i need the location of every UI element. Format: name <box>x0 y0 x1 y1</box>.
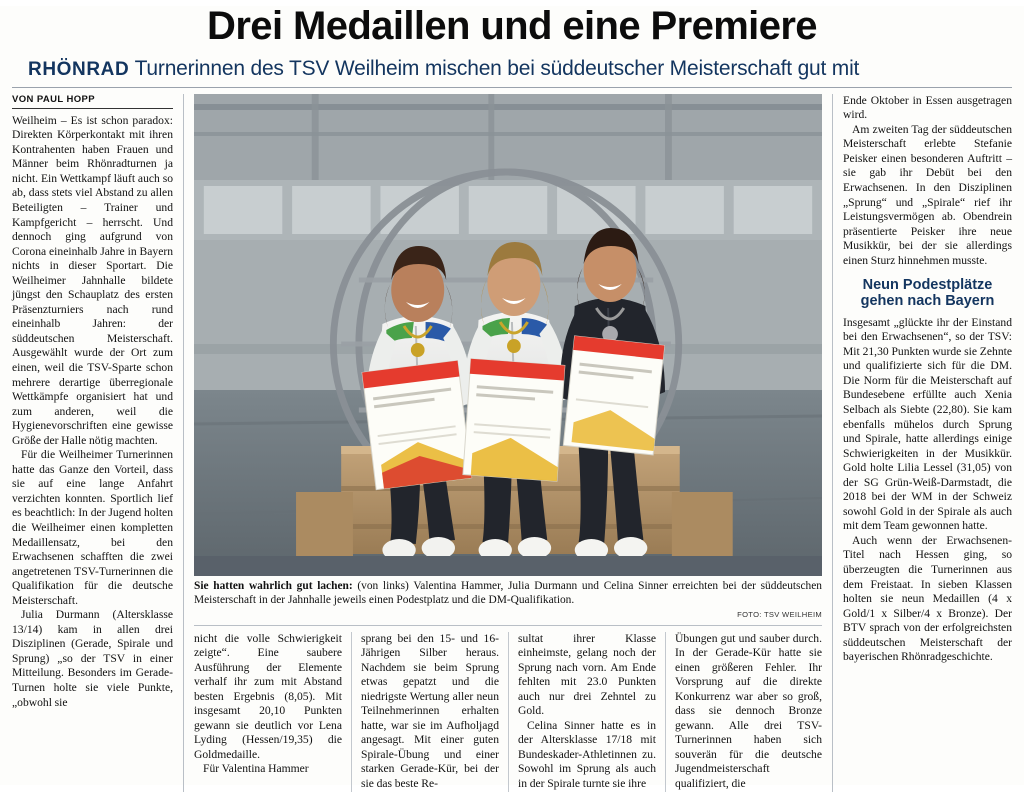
article-photo <box>194 94 822 576</box>
paragraph: Für Valentina Hammer <box>203 762 309 776</box>
paragraph: Übungen gut und sauber durch. In der Gerade-Kür hatte sie einen größeren Fehler. Ihr Vorsprung auf die direkte Konkurrenz war aber so groß, dass sie dennoch Bronze gewann. Alle drei TSV-Turnerinnen haben sich souverän für die deutsche Jugendmeisterschaft qualifiziert, die <box>675 631 822 790</box>
bottom-column-3 <box>508 632 665 792</box>
paragraph: Für die Weilheimer Turnerinnen hatte das Ganze den Vorteil, dass sie auf eine lange Anfahrt verzichten konnten. Sportlich lief es beachtlich: In der Jugend holten die Weilheimer einen kompletten Medaillensatz, bei den Erwachsenen schafften die zwei angetretenen TSV-Turnerinnen die Qualifikation für die deutsche Meisterschaft. <box>12 448 173 607</box>
column-middle <box>184 94 832 792</box>
byline: VON PAUL HOPP <box>12 94 173 109</box>
column-right <box>832 94 1012 792</box>
paragraph: Insgesamt „glückte ihr der Einstand bei den Erwachsenen“, so der TSV: Mit 21,30 Punkten wurde sie Zehnte und qualifizierte sich für die DM. Die Norm für die Meisterschaft auf Bundesebene erfüllte auch Xenia Selbach als Siebte (22,80). Sie kam ebenfalls mühelos durch Sprung und Spirale, hatte allerdings einige Schwierigkeiten in der Musikkür. Gold holte Lilia Lessel (31,05) von der SG Grün-Weiß-Darmstadt, die 2018 bei der WM in der Schweiz sowohl Gold in der Spirale als auch mit dem Team gewonnen hatte. <box>843 315 1012 533</box>
caption-lead: Sie hatten wahrlich gut lachen: <box>194 579 353 592</box>
column-left <box>12 94 184 792</box>
paragraph: nicht die volle Schwierigkeit zeigte“. Eine saubere Ausführung der Elemente verhalf ihr zum mit Abstand besten Ergebnis (8,05). Mit insgesamt 20,10 Punkten gewann sie deutlich vor Lena Lyding (Hessen/19,35) die Goldmedaille. <box>194 631 342 761</box>
paragraph: Julia Durmann (Altersklasse 13/14) kam in allen drei Disziplinen (Gerade, Spirale und Sprung) „so der TSV in einer Mitteilung. Besonders im Gerade-Turnen holte sie viele Punkte, „obwohl sie <box>12 608 173 709</box>
article-body <box>0 88 1024 792</box>
paragraph: sprang bei den 15- und 16-Jährigen Silber heraus. Nachdem sie beim Sprung etwas gepatzt und die niedrigste Wertung aller neun Teilnehmerinnen erhalten hatte, war sie im Aufholjagd angesagt. Mit einer guten Spirale-Übung und einer starken Gerade-Kür, bei der sie das beste Re- <box>361 631 499 790</box>
caption-divider <box>194 625 822 626</box>
page-title: Drei Medaillen und eine Premiere <box>207 4 817 48</box>
kicker-label: RHÖNRAD <box>28 58 130 80</box>
subhead-text: Turnerinnen des TSV Weilheim mischen bei süddeutscher Meisterschaft gut mit <box>134 56 860 80</box>
paragraph: Weilheim – Es ist schon paradox: Direkten Körperkontakt mit ihren Kontrahenten haben Frauen und Männer beim Rhönradturnen ja nicht. Ein Wettkampf läuft auch so ab, dass stets viel Abstand zu allen Beteiligten – Trainer und Kampfgericht – herrscht. Und dennoch ging aufgrund von Corona eineinhalb Jahre in Bayern nichts in dieser Sportart. Die Weilheimer Jahnhalle bildete jüngst den Schauplatz des ersten Präsenzturniers nach rund eineinhalb Jahren: der süddeutschen Meisterschaft. Ausgewählt wurde der Ort zum einen, weil die TSV-Sparte schon mehrere derartige überregionale Wettkämpfe organisiert hat und zum anderen, weil die Hygienevorschriften eine gewisse Größe der Halle nötig machten. <box>12 113 173 447</box>
subhead-row <box>28 57 996 81</box>
section-subheading: Neun Podestplätze gehen nach Bayern <box>860 277 995 310</box>
bottom-column-1 <box>194 632 351 792</box>
paragraph: sultat ihrer Klasse einheimste, gelang noch der Sprung nach vorn. Am Ende fehlten mit 23.0 Punkten auch nur drei Zehntel zu Gold. <box>518 631 656 718</box>
paragraph: Celina Sinner hatte es in der Altersklasse 17/18 mit Bundeskader-Athletinnen zu. Sowohl im Sprung als auch in der Spirale turnte sie ihre <box>518 718 656 790</box>
paragraph: Auch wenn der Erwachsenen-Titel nach Hessen ging, so überzeugten die Turnerinnen aus dem Freistaat. In sieben Klassen holten sie neun Medaillen (4 x Gold/1 x Silber/4 x Bronze). Der BTV sprach von der erfolgreichsten süddeutschen Meisterschaft der bayerischen Rhönradgeschichte. <box>843 533 1012 664</box>
newspaper-page <box>0 4 1024 790</box>
photo-caption <box>194 580 822 608</box>
paragraph: Ende Oktober in Essen ausgetragen wird. <box>843 93 1012 122</box>
bottom-column-4 <box>665 632 822 792</box>
paragraph: Am zweiten Tag der süddeutschen Meisterschaft erlebte Stefanie Peisker einen besonderen Auftritt – sie gab ihr Debüt bei den Erwachsenen. In den Disziplinen „Sprung“ und „Spirale“ rief ihr Leistungsvermögen ab. Obendrein präsentierte Peisker ihre neue Musikkür, bei der sie allerdings einen Sturz hinnehmen musste. <box>843 122 1012 267</box>
photo-credit: FOTO: TSV WEILHEIM <box>737 609 822 619</box>
caption-rest: (von links) Valentina Hammer, Julia Durmann und Celina Sinner erreichten bei der süddeutschen Meisterschaft in der Jahnhalle jeweils einen Podestplatz und die DM-Qualifikation. <box>194 579 822 606</box>
bottom-columns <box>194 632 822 792</box>
bottom-column-2 <box>351 632 508 792</box>
